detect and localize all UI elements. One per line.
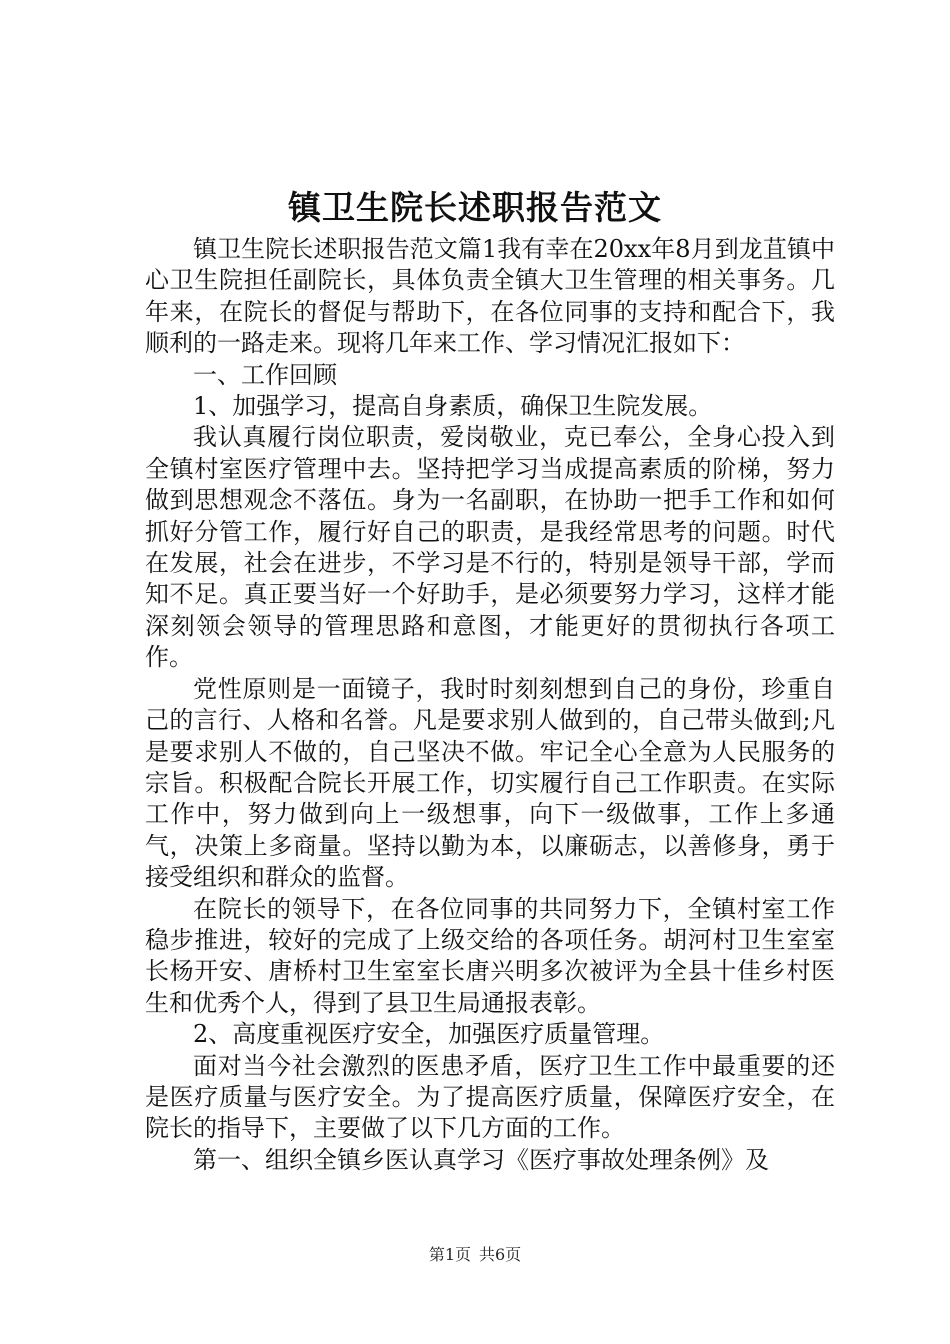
subheading-medical-safety: 2、高度重视医疗安全，加强医疗质量管理。 (193, 1020, 665, 1049)
paragraph-party-principle: 党性原则是一面镜子，我时时刻刻想到自己的身份，珍重自己的言行、人格和名誉。凡是要求别人做到的，自己带头做到;凡是要求别人不做的，自己坚决不做。牢记全心全意为人民服务的宗旨。积极配合院长开展工作，切实履行自己工作职责。在实际工作中，努力做到向上一级想事，向下一级做事，工作上多通气，决策上多商量。坚持以勤为本，以廉砺志，以善修身，勇于接受组织和群众的监督。 (145, 674, 835, 892)
page-number: 第1页 (428, 1245, 471, 1264)
paragraph-medical-quality: 面对当今社会激烈的医患矛盾，医疗卫生工作中最重要的还是医疗质量与医疗安全。为了提高医疗质量，保障医疗安全，在院长的指导下，主要做了以下几方面的工作。 (145, 1051, 835, 1143)
document-title: 镇卫生院长述职报告范文 (288, 188, 662, 227)
page-footer (0, 1244, 950, 1266)
paragraph-first-item: 第一、组织全镇乡医认真学习《医疗事故处理条例》及 (193, 1145, 769, 1174)
section-heading-work-review: 一、工作回顾 (193, 360, 337, 389)
document-body (145, 234, 835, 1176)
paragraph-intro: 镇卫生院长述职报告范文篇1我有幸在20xx年8月到龙苴镇中心卫生院担任副院长，具体负责全镇大卫生管理的相关事务。几年来，在院长的督促与帮助下，在各位同事的支持和配合下，我顺利的一路走来。现将几年来工作、学习情况汇报如下： (145, 235, 835, 358)
paragraph-achievements: 在院长的领导下，在各位同事的共同努力下，全镇村室工作稳步推进，较好的完成了上级交给的各项任务。胡河村卫生室室长杨开安、唐桥村卫生室室长唐兴明多次被评为全县十佳乡村医生和优秀个人，得到了县卫生局通报表彰。 (145, 894, 835, 1017)
paragraph-duties: 我认真履行岗位职责，爱岗敬业，克已奉公，全身心投入到全镇村室医疗管理中去。坚持把学习当成提高素质的阶梯，努力做到思想观念不落伍。身为一名副职，在协助一把手工作和如何抓好分管工作，履行好自己的职责，是我经常思考的问题。时代在发展，社会在进步，不学习是不行的，特别是领导干部，学而知不足。真正要当好一个好助手，是必须要努力学习，这样才能深刻领会领导的管理思路和意图，才能更好的贯彻执行各项工作。 (145, 423, 835, 672)
page-total: 共6页 (479, 1245, 522, 1264)
subheading-study: 1、加强学习，提高自身素质，确保卫生院发展。 (193, 392, 713, 421)
